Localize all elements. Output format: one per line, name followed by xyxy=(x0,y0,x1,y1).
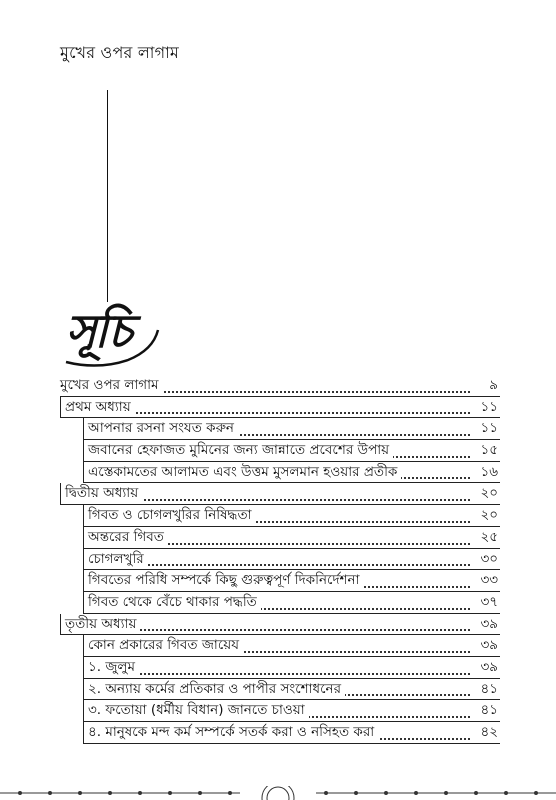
toc-page-number: ২৫ xyxy=(477,527,498,547)
toc-subentry xyxy=(83,570,500,592)
toc-page-number: ২০ xyxy=(477,505,498,525)
toc-subentry xyxy=(83,592,500,614)
toc-subentry xyxy=(83,527,500,549)
toc-entry-title: মুখের ওপর লাগাম xyxy=(60,375,163,395)
toc-subentry xyxy=(83,440,500,462)
dot-leader xyxy=(88,673,470,675)
toc-entry-title: গিবতের পরিধি সম্পর্কে কিছু গুরুত্বপূর্ণ দিকনির্দেশনা xyxy=(88,570,364,590)
toc-entry-title: ২. অন্যায় কর্মের প্রতিকার ও পাপীর সংশোধনের xyxy=(88,679,345,699)
toc-subentry xyxy=(83,549,500,571)
toc-page-number: ২০ xyxy=(477,483,498,503)
toc-subentry xyxy=(83,657,500,679)
toc-page-number: ৪২ xyxy=(477,722,498,742)
toc-entry-title: আপনার রসনা সংযত করুন xyxy=(88,418,238,438)
toc-page-number: ৯ xyxy=(486,375,498,395)
toc-subentry xyxy=(83,700,500,722)
toc-entry-title: প্রথম অধ্যায় xyxy=(65,397,135,417)
table-of-contents xyxy=(60,375,500,744)
toc-entry-title: ১. জুলুম xyxy=(88,657,139,677)
toc-page-number: ৩৯ xyxy=(477,614,498,634)
toc-entry-title: দ্বিতীয় অধ্যায় xyxy=(65,483,142,503)
toc-subentry xyxy=(83,462,500,484)
toc-subentry xyxy=(83,722,500,744)
toc-entry-title: জবানের হেফাজত মুমিনের জন্য জান্নাতে প্রবেশের উপায় xyxy=(88,440,393,460)
toc-entry-title: এস্তেকামতের আলামত এবং উত্তম মুসলমান হওয়ার প্রতীক xyxy=(88,462,401,482)
toc-entry-title: ৩. ফতোয়া (ধর্মীয় বিধান) জানতে চাওয়া xyxy=(88,700,309,720)
footer-ornament xyxy=(0,786,556,800)
toc-entry-title: গিবত ও চোগলখুরির নিষিদ্ধতা xyxy=(88,505,256,525)
toc-entry-title: তৃতীয় অধ্যায় xyxy=(65,614,140,634)
toc-page-number: ৩৯ xyxy=(477,635,498,655)
toc-entry xyxy=(60,614,500,636)
toc-subentry xyxy=(83,679,500,701)
toc-subentry xyxy=(83,635,500,657)
toc-entry xyxy=(60,397,500,419)
toc-entry-title: কোন প্রকারের গিবত জায়েয xyxy=(88,635,243,655)
toc-page-number: ৩০ xyxy=(477,549,498,569)
toc-page-number: ১১ xyxy=(477,418,498,438)
toc-page-number: ১৬ xyxy=(477,462,498,482)
toc-subentry xyxy=(83,505,500,527)
toc-page-number: ১১ xyxy=(477,397,498,417)
toc-entry xyxy=(60,483,500,505)
running-title: মুখের ওপর লাগাম xyxy=(60,43,180,62)
toc-entry-title: গিবত থেকে বেঁচে থাকার পদ্ধতি xyxy=(88,592,261,612)
toc-page-number: ৪১ xyxy=(477,700,498,720)
toc-entry-title: ৪. মানুষকে মন্দ কর্ম সম্পর্কে সতর্ক করা ও নসিহত করা xyxy=(88,722,378,742)
vertical-rule xyxy=(107,90,108,302)
toc-entry xyxy=(60,375,500,397)
toc-page-number: ৩৩ xyxy=(477,570,498,590)
toc-subentry xyxy=(83,418,500,440)
toc-entry-title: চোগলখুরি xyxy=(88,549,148,569)
toc-heading: সূচি xyxy=(66,304,131,358)
toc-page-number: ৪১ xyxy=(477,679,498,699)
toc-page-number: ৩৯ xyxy=(477,657,498,677)
toc-page-number: ১৫ xyxy=(477,440,498,460)
toc-page-number: ৩৭ xyxy=(477,592,498,612)
toc-entry-title: অন্তরের গিবত xyxy=(88,527,168,547)
